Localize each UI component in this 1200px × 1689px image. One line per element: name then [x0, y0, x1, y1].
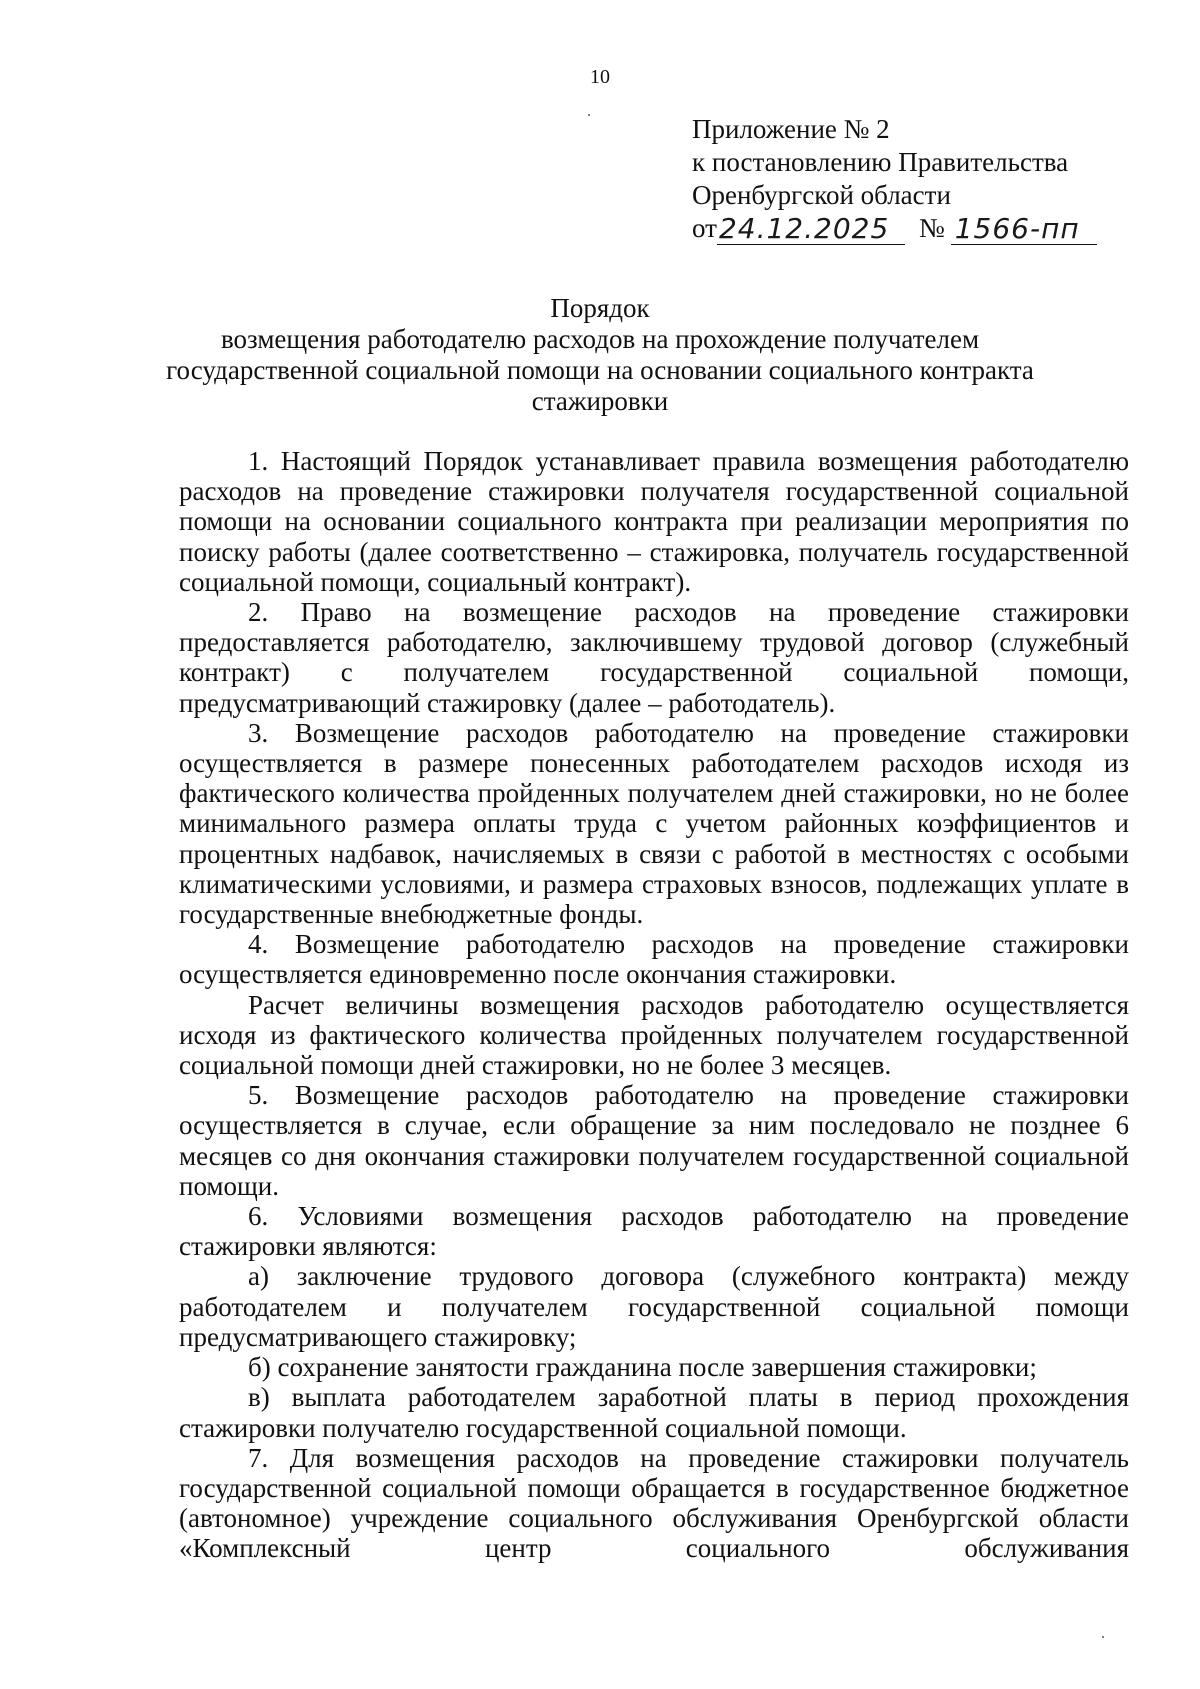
paragraph-6a: а) заключение трудового договора (служебного контракта) между работодателем и получателем государственной социальной помощи предусматривающего стажировку; [179, 1261, 1129, 1352]
paragraph-4: 4. Возмещение работодателю расходов на проведение стажировки осуществляется единовременно после окончания стажировки. [179, 929, 1129, 990]
handwritten-date: 24.12.2025 [717, 214, 905, 245]
paragraph-7: 7. Для возмещения расходов на проведение стажировки получатель государственной социальной помощи обращается в государственное бюджетное (автономное) учреждение социального обслуживания Оренбургской области «Комплексный центр социального обслуживания [179, 1442, 1129, 1564]
paragraph-3: 3. Возмещение расходов работодателю на проведение стажировки осуществляется в размере понесенных работодателем расходов исходя из фактического количества пройденных получателем дней стажировки, но не более минимального размера оплаты труда с учетом районных коэффициентов и процентных надбавок, начисляемых в связи с работой в местностях с особыми климатическими условиями, и размера страховых взносов, подлежащих уплате в государственные внебюджетные фонды. [179, 717, 1129, 930]
number-sign: № [918, 213, 945, 243]
appendix-block [692, 113, 1097, 245]
title-heading: Порядок [550, 293, 650, 323]
paragraph-1: 1. Настоящий Порядок устанавливает правила возмещения работодателю расходов на проведение стажировки получателя государственной социальной помощи на основании социального контракта при реализации мероприятия по поиску работы (далее соответственно – стажировка, получатель государственной социальной помощи, социальный контракт). [179, 446, 1129, 597]
page-number: 10 [590, 66, 610, 88]
paragraph-5: 5. Возмещение расходов работодателю на проведение стажировки осуществляется в случае, если обращение за ним последовало не позднее 6 месяцев со дня окончания стажировки получателем государственной социальной помощи. [179, 1080, 1129, 1201]
appendix-line-2: к постановлению Правительства [692, 147, 1069, 177]
document-body [179, 446, 1129, 1564]
paragraph-6: 6. Условиями возмещения расходов работодателю на проведение стажировки являются: [179, 1201, 1129, 1262]
appendix-date-row [692, 212, 1097, 245]
appendix-line-1: Приложение № 2 [692, 114, 890, 144]
paragraph-6b: б) сохранение занятости гражданина после завершения стажировки; [248, 1352, 1037, 1383]
scan-speck [1102, 1636, 1104, 1638]
paragraph-4-calc: Расчет величины возмещения расходов работодателю осуществляется исходя из фактического количества пройденных получателем государственной социальной помощи дней стажировки, но не более 3 месяцев. [179, 989, 1129, 1081]
paragraph-6c: в) выплата работодателем заработной платы в период прохождения стажировки получателю государственной социальной помощи. [179, 1382, 1129, 1443]
paragraph-2: 2. Право на возмещение расходов на проведение стажировки предоставляется работодателю, заключившему трудовой договор (служебный контракт) с получателем государственной социальной помощи, предусматривающий стажировку (далее – работодатель). [179, 597, 1129, 718]
handwritten-number: 1566-пп [951, 214, 1097, 245]
title-subtitle: возмещения работодателю расходов на прохождение получателем государственной социальной помощи на основании социального контракта стажировки [166, 324, 1034, 416]
document-title [150, 293, 1050, 417]
scan-speck [588, 114, 590, 116]
appendix-line-3: Оренбургской области [692, 180, 951, 210]
date-prefix: от [692, 213, 717, 243]
